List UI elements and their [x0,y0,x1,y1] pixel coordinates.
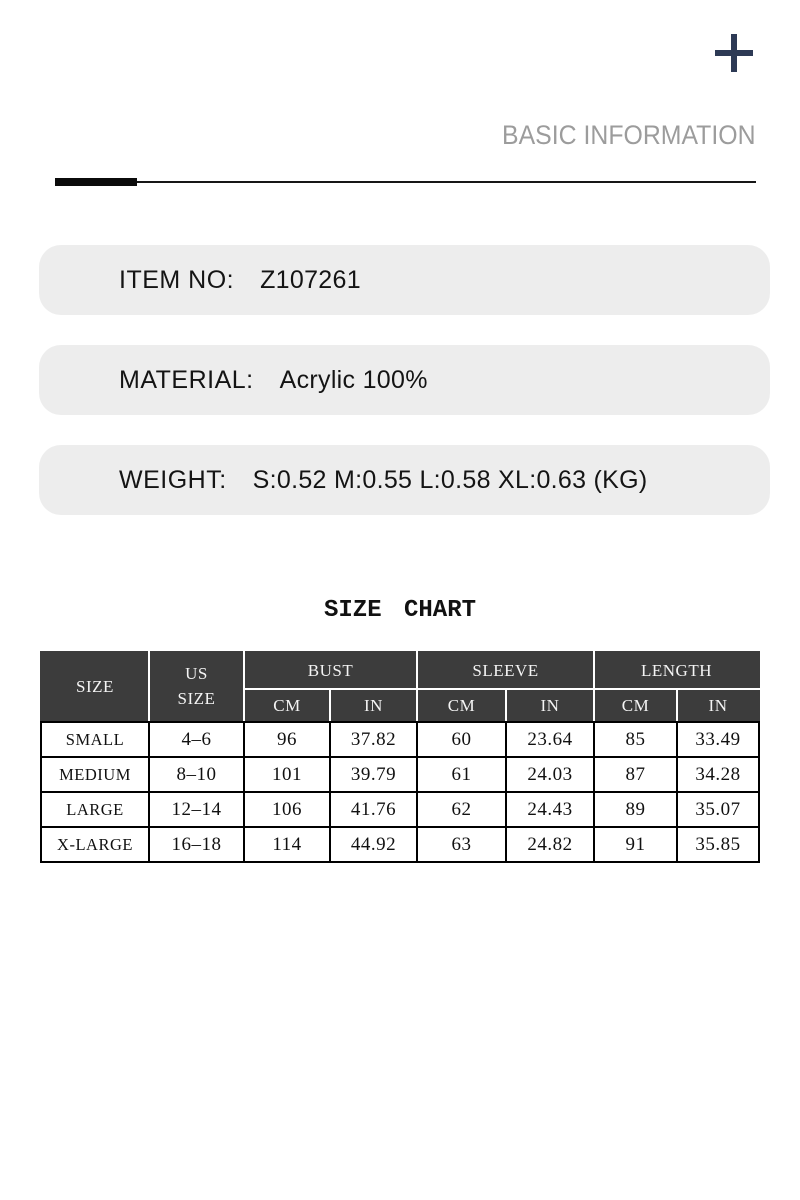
cell-bust-in: 39.79 [330,757,417,792]
cell-sleeve-in: 24.43 [506,792,594,827]
header-us-size [149,652,244,722]
cell-us-size: 12–14 [149,792,244,827]
cell-length-in: 35.85 [677,827,759,862]
cell-bust-in: 44.92 [330,827,417,862]
header-length: LENGTH [594,652,759,689]
info-bar-weight [39,445,770,515]
cell-length-cm: 89 [594,792,677,827]
table-header-group-row [41,652,759,689]
item-no-label: ITEM NO: [119,265,235,294]
header-length-in: IN [677,689,759,722]
cell-us-size: 4–6 [149,722,244,757]
size-chart-title: SIZE CHART [323,597,477,624]
table-row-x-large [41,827,759,862]
cell-bust-cm: 101 [244,757,330,792]
header-bust-cm: CM [244,689,330,722]
header-sleeve: SLEEVE [417,652,594,689]
cell-bust-cm: 96 [244,722,330,757]
cell-sleeve-in: 24.82 [506,827,594,862]
size-chart-table [40,651,760,863]
header-size: SIZE [41,652,149,722]
weight-value: S:0.52 M:0.55 L:0.58 XL:0.63 (KG) [252,465,648,494]
material-value: Acrylic 100% [279,365,428,394]
cell-us-size: 8–10 [149,757,244,792]
header-sleeve-cm: CM [417,689,506,722]
cell-us-size: 16–18 [149,827,244,862]
cell-size: MEDIUM [41,757,149,792]
cell-sleeve-cm: 61 [417,757,506,792]
cell-length-in: 34.28 [677,757,759,792]
cell-sleeve-cm: 62 [417,792,506,827]
header-sleeve-in: IN [506,689,594,722]
cell-size: SMALL [41,722,149,757]
cell-length-cm: 85 [594,722,677,757]
plus-icon-glyph [712,31,756,75]
divider-thin-line [137,181,756,183]
header-length-cm: CM [594,689,677,722]
cell-bust-cm: 106 [244,792,330,827]
header-bust: BUST [244,652,417,689]
header-bust-in: IN [330,689,417,722]
section-title: BASIC INFORMATION [502,120,756,150]
cell-bust-cm: 114 [244,827,330,862]
cell-length-cm: 91 [594,827,677,862]
cell-size: LARGE [41,792,149,827]
cell-sleeve-in: 24.03 [506,757,594,792]
cell-length-cm: 87 [594,757,677,792]
divider [55,177,756,187]
cell-bust-in: 37.82 [330,722,417,757]
header-us-size-label: US SIZE [177,664,216,708]
info-bar-material [39,345,770,415]
cell-sleeve-in: 23.64 [506,722,594,757]
cell-sleeve-cm: 63 [417,827,506,862]
material-label: MATERIAL: [119,365,254,394]
cell-size: X-LARGE [41,827,149,862]
cell-length-in: 33.49 [677,722,759,757]
divider-thick-segment [55,178,137,186]
cell-sleeve-cm: 60 [417,722,506,757]
table-row-large [41,792,759,827]
table-row-small [41,722,759,757]
table-row-medium [41,757,759,792]
info-bar-item-no [39,245,770,315]
item-no-value: Z107261 [260,265,361,294]
cell-length-in: 35.07 [677,792,759,827]
plus-icon[interactable] [712,31,756,75]
weight-label: WEIGHT: [119,465,227,494]
cell-bust-in: 41.76 [330,792,417,827]
